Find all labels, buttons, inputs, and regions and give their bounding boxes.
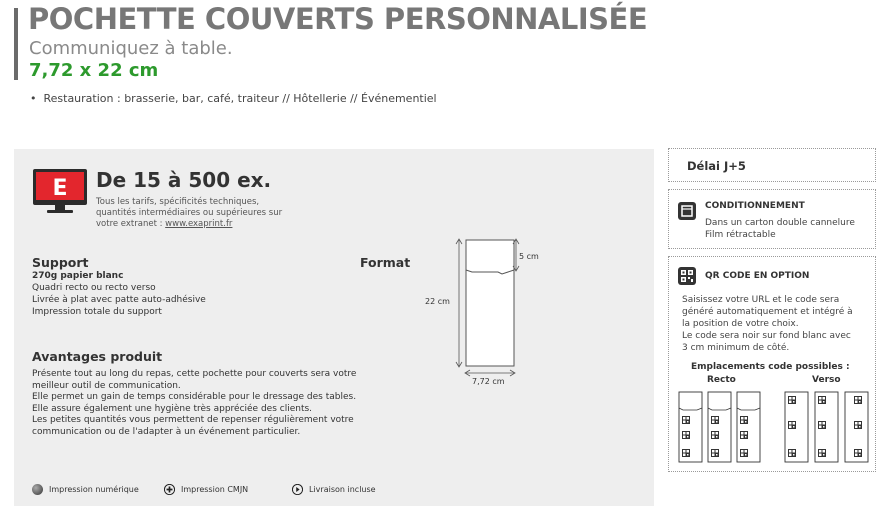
pouch-dimension-diagram bbox=[410, 232, 560, 392]
product-dimensions: 7,72 x 22 cm bbox=[29, 60, 159, 81]
support-item: 270g papier blanc bbox=[32, 271, 124, 281]
qr-code-icon bbox=[677, 266, 697, 286]
quantity-range: De 15 à 500 ex. bbox=[96, 168, 272, 192]
qr-title: QR CODE EN OPTION bbox=[705, 271, 810, 281]
verso-label: Verso bbox=[812, 375, 841, 385]
delay-text: Délai J+5 bbox=[687, 159, 746, 173]
format-heading: Format bbox=[360, 255, 411, 270]
title-accent-bar bbox=[14, 8, 18, 80]
width-label: 7,72 cm bbox=[472, 377, 505, 386]
delivery-icon bbox=[292, 484, 303, 495]
recto-pouch bbox=[737, 392, 760, 462]
support-item: Impression totale du support bbox=[32, 307, 162, 317]
advantages-text: Présente tout au long du repas, cette pochette pour couverts sera votre meilleur outil de communication. Elle permet un gain de temps considérable pour le dressage des tables. Elle assure également une hygiène très appréciée des clients. Les petites quantités vous permettent de repenser régulièrement votre communication ou de l'adapter à un événement particulier. bbox=[32, 369, 357, 437]
page-title: POCHETTE COUVERTS PERSONNALISÉE bbox=[28, 2, 648, 36]
recto-label: Recto bbox=[707, 375, 736, 385]
support-item: Livrée à plat avec patte auto-adhésive bbox=[32, 295, 206, 305]
page-subtitle: Communiquez à table. bbox=[29, 38, 233, 59]
packaging-box bbox=[668, 189, 876, 249]
verso-pouch bbox=[815, 392, 838, 462]
extranet-link[interactable]: www.exaprint.fr bbox=[165, 219, 233, 229]
placements-title: Emplacements code possibles : bbox=[691, 362, 850, 372]
qr-description: Saisissez votre URL et le code sera généré automatiquement et intégré à la position de votre choix. Le code sera noir sur fond blanc avec 3 cm minimum de côté. bbox=[682, 295, 853, 353]
badge-letter: E bbox=[52, 176, 68, 201]
range-description: Tous les tarifs, spécificités techniques, quantités intermédiaires ou supérieures sur votre extranet : www.exaprint.fr bbox=[96, 197, 283, 229]
box-icon bbox=[677, 201, 697, 221]
digital-print-icon bbox=[32, 484, 43, 495]
top-label: 5 cm bbox=[519, 252, 539, 261]
support-heading: Support bbox=[32, 255, 89, 270]
usage-bullet: • Restauration : brasserie, bar, café, traiteur // Hôtellerie // Événementiel bbox=[30, 92, 437, 105]
height-label: 22 cm bbox=[425, 297, 450, 306]
verso-pouch bbox=[785, 392, 808, 462]
packaging-line: Film rétractable bbox=[705, 230, 776, 240]
advantages-heading: Avantages produit bbox=[32, 349, 163, 364]
monitor-icon bbox=[32, 168, 88, 216]
qr-code-box bbox=[668, 256, 876, 472]
qr-placement-diagrams bbox=[677, 391, 871, 465]
packaging-line: Dans un carton double cannelure bbox=[705, 218, 855, 228]
support-item: Quadri recto ou recto verso bbox=[32, 283, 156, 293]
usage-text: Restauration : brasserie, bar, café, traiteur // Hôtellerie // Événementiel bbox=[43, 92, 437, 105]
packaging-title: CONDITIONNEMENT bbox=[705, 201, 805, 211]
support-list bbox=[32, 270, 332, 318]
verso-pouch bbox=[845, 392, 868, 462]
cmyk-icon bbox=[164, 484, 175, 495]
delivery-delay-box bbox=[668, 148, 876, 182]
